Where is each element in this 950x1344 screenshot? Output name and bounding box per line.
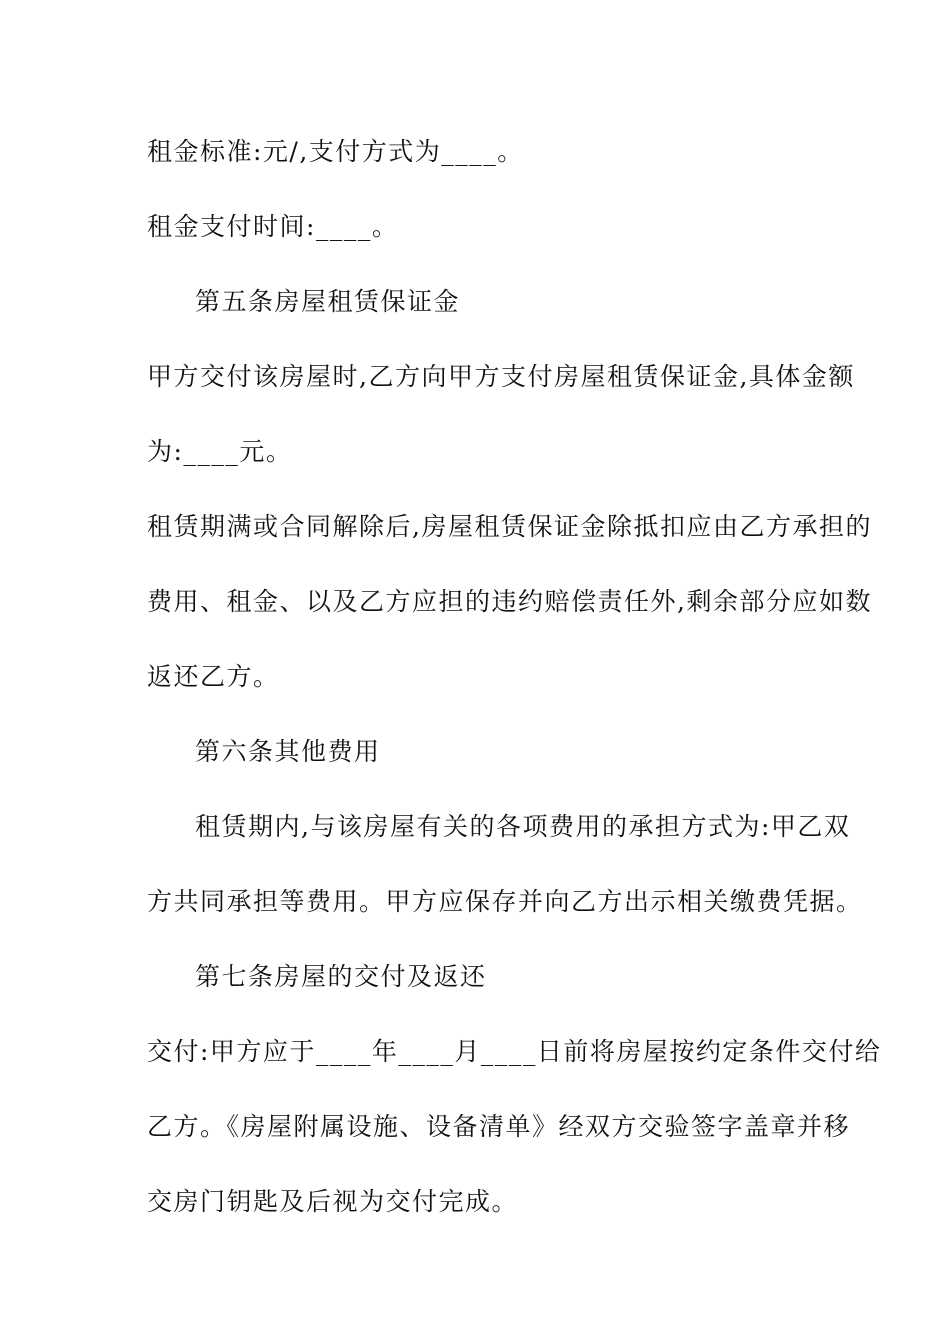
deposit-return-line-2: 费用、租金、以及乙方应担的违约赔偿责任外,剩余部分应如数 bbox=[147, 587, 872, 616]
other-fees-line-1: 租赁期内,与该房屋有关的各项费用的承担方式为:甲乙双 bbox=[195, 812, 851, 841]
deposit-return-line-3: 返还乙方。 bbox=[147, 662, 280, 691]
deposit-paragraph-line-1: 甲方交付该房屋时,乙方向甲方支付房屋租赁保证金,具体金额 bbox=[147, 362, 855, 391]
article-7-heading: 第七条房屋的交付及返还 bbox=[195, 962, 487, 991]
delivery-line-2: 乙方。《房屋附属设施、设备清单》经双方交验签字盖章并移 bbox=[147, 1112, 851, 1141]
delivery-line-1: 交付:甲方应于____年____月____日前将房屋按约定条件交付给 bbox=[147, 1037, 882, 1066]
deposit-return-line-1: 租赁期满或合同解除后,房屋租赁保证金除抵扣应由乙方承担的 bbox=[147, 512, 872, 541]
rent-standard-line: 租金标准:元/,支付方式为____。 bbox=[147, 137, 524, 166]
rent-payment-time-line: 租金支付时间:____。 bbox=[147, 212, 399, 241]
delivery-line-3: 交房门钥匙及后视为交付完成。 bbox=[147, 1187, 519, 1216]
deposit-paragraph-line-2: 为:____元。 bbox=[147, 437, 293, 466]
article-5-heading: 第五条房屋租赁保证金 bbox=[195, 287, 461, 316]
other-fees-line-2: 方共同承担等费用。甲方应保存并向乙方出示相关缴费凭据。 bbox=[147, 887, 863, 916]
article-6-heading: 第六条其他费用 bbox=[195, 737, 381, 766]
